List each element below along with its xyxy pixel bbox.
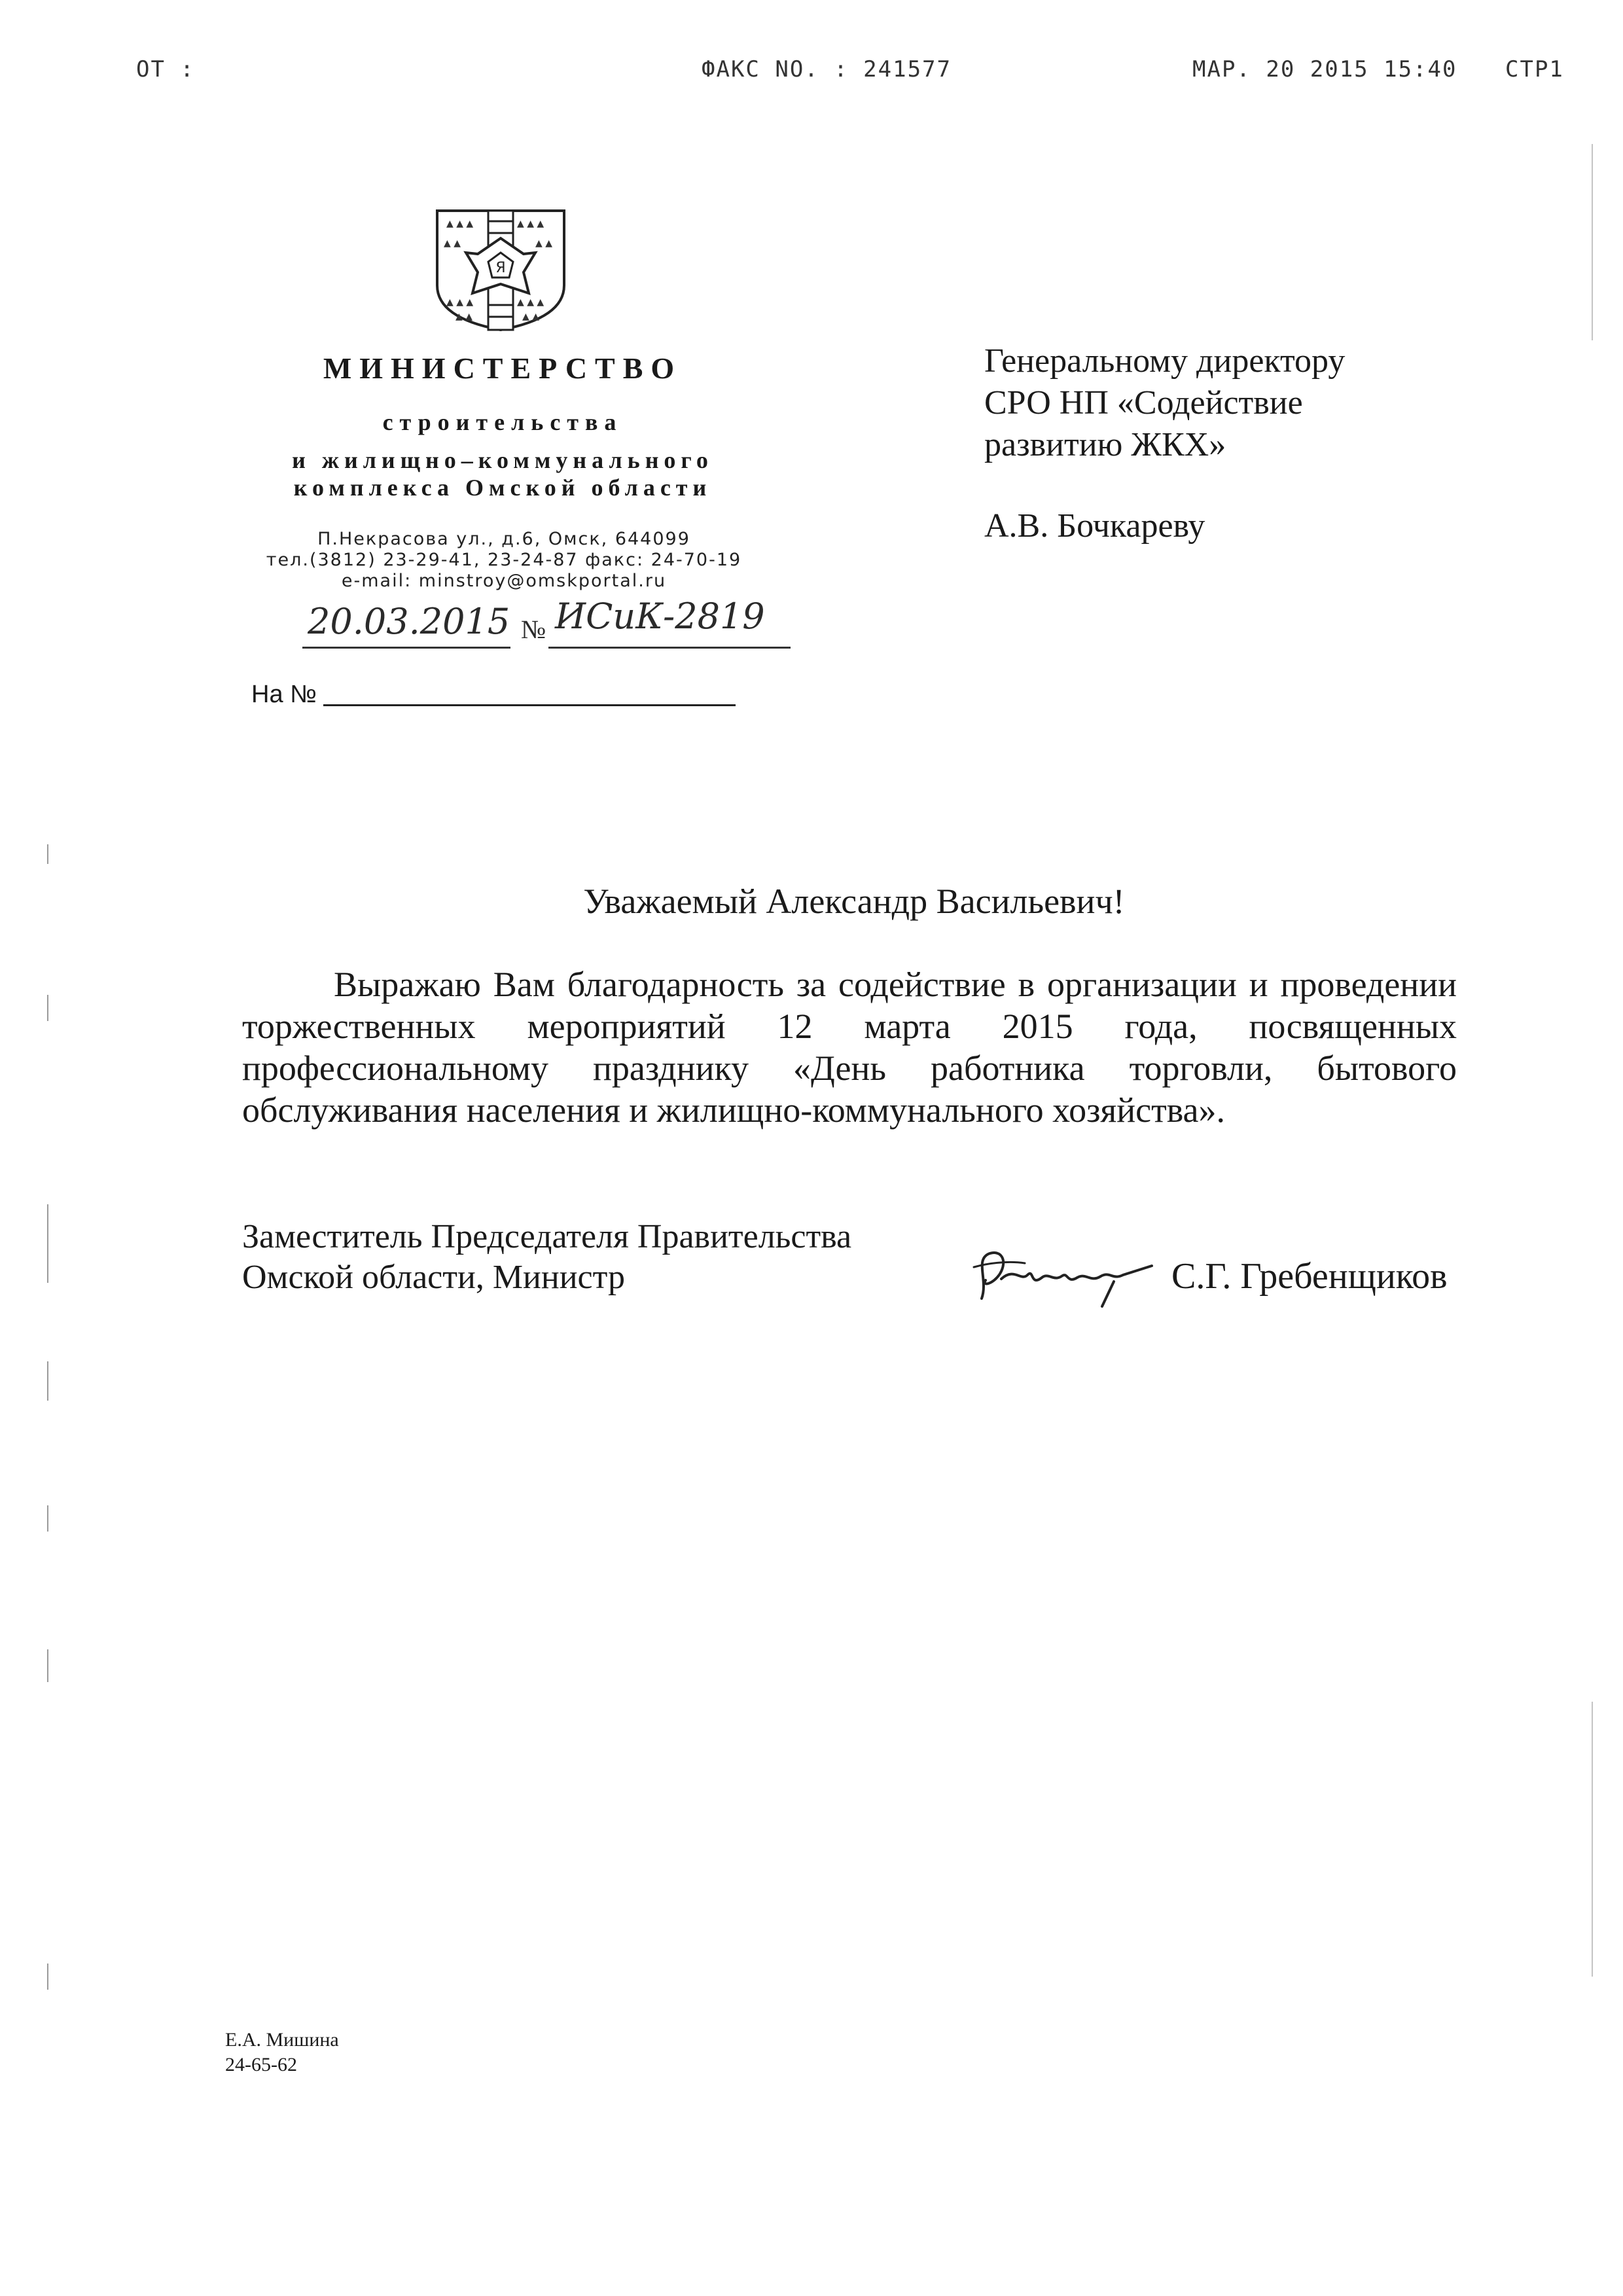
reply-to-label: На № — [251, 681, 317, 708]
scan-edge-mark — [47, 995, 48, 1021]
signer-position: Заместитель Председателя Правительства — [242, 1218, 852, 1255]
registration-number-underline — [548, 647, 791, 649]
scan-edge-mark — [47, 1964, 48, 1990]
ministry-name-line: комплекса Омской области — [293, 475, 712, 501]
registration-date: 20.03.2015 — [308, 601, 510, 642]
registration-date-underline — [302, 647, 510, 649]
svg-text:▲ ▲ ▲: ▲ ▲ ▲ — [446, 297, 474, 308]
ministry-phones: тел.(3812) 23-29-41, 23-24-87 факс: 24-70-19 — [266, 550, 742, 570]
svg-text:▲ ▲ ▲: ▲ ▲ ▲ — [517, 219, 544, 229]
addressee-line: развитию ЖКХ» — [984, 426, 1226, 463]
svg-text:▲ ▲: ▲ ▲ — [535, 238, 552, 249]
scan-edge-mark — [47, 1361, 48, 1401]
signer-name: С.Г. Гребенщиков — [1171, 1256, 1448, 1297]
svg-text:▲ ▲ ▲: ▲ ▲ ▲ — [517, 297, 544, 308]
registration-number-sign: № — [521, 615, 546, 644]
fax-sender: ОТ : — [136, 56, 195, 82]
ministry-name-line: и жилищно–коммунального — [292, 447, 713, 473]
handwritten-signature — [962, 1241, 1158, 1313]
signer-position: Омской области, Министр — [242, 1259, 625, 1296]
executor-phone: 24-65-62 — [225, 2054, 297, 2075]
reply-to-line — [323, 704, 736, 706]
ministry-address: П.Некрасова ул., д.6, Омск, 644099 — [317, 529, 690, 549]
scan-edge-mark — [47, 1649, 48, 1682]
fax-number: ФАКС NO. : 241577 — [702, 56, 952, 82]
scan-edge-mark — [1592, 144, 1593, 340]
fax-date-time: МАР. 20 2015 15:40 — [1192, 56, 1457, 82]
scan-edge-mark — [1592, 1702, 1593, 1977]
scan-edge-mark — [47, 1204, 48, 1283]
coat-of-arms-icon — [432, 207, 569, 332]
fax-page-number: СТР1 — [1505, 56, 1564, 82]
addressee-name: А.В. Бочкареву — [984, 507, 1205, 545]
scan-edge-mark — [47, 1505, 48, 1532]
ministry-name-line: строительства — [382, 409, 623, 435]
ministry-email: e-mail: minstroy@omskportal.ru — [341, 571, 667, 591]
scan-edge-mark — [47, 844, 48, 864]
registration-number: ИСиК-2819 — [555, 596, 765, 637]
svg-text:Я: Я — [495, 260, 506, 276]
svg-text:▲ ▲: ▲ ▲ — [455, 312, 473, 322]
addressee-line: СРО НП «Содействие — [984, 384, 1303, 422]
svg-text:▲ ▲: ▲ ▲ — [522, 312, 539, 322]
svg-text:▲ ▲ ▲: ▲ ▲ ▲ — [446, 219, 474, 229]
addressee-line: Генеральному директору — [984, 342, 1346, 380]
letter-body: Выражаю Вам благодарность за содействие в организации и проведении торжественных мероприятий 12 марта 2015 года, посвященных профессиональному празднику «День работника торговли, бытового обслуживания населения и жилищно-коммунального хозяйства». — [242, 965, 1457, 1130]
letter-greeting: Уважаемый Александр Васильевич! — [583, 882, 1125, 921]
ministry-title: МИНИСТЕРСТВО — [323, 351, 683, 385]
svg-text:▲ ▲: ▲ ▲ — [444, 238, 461, 249]
executor-name: Е.А. Мишина — [225, 2029, 339, 2051]
